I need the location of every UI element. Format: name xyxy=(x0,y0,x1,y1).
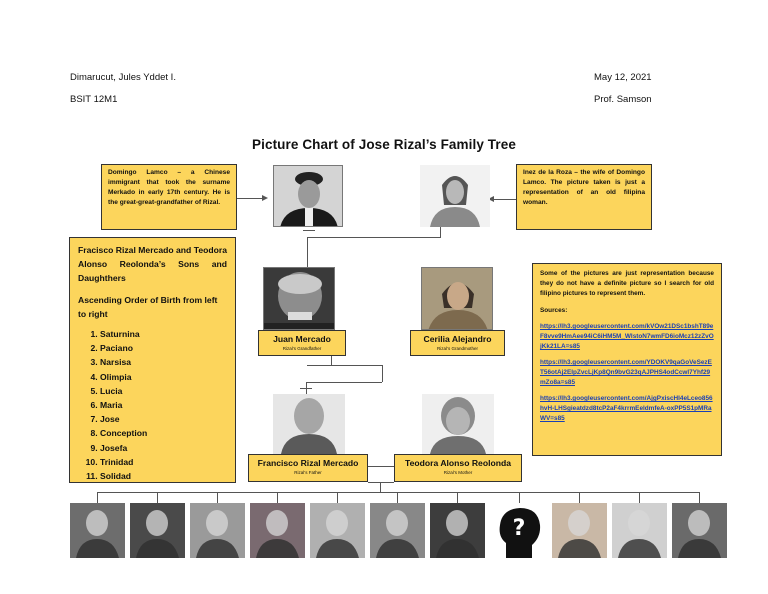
child-name: 7. Jose xyxy=(100,412,227,426)
section: BSIT 12M1 xyxy=(70,94,118,105)
inez-note xyxy=(516,164,652,230)
juan-role: Rizal’s Grandfather xyxy=(282,346,322,351)
author-name: Dimarucut, Jules Yddet I. xyxy=(70,72,176,83)
connector xyxy=(237,198,265,199)
child-name: 10. Trinidad xyxy=(100,455,227,469)
connector xyxy=(277,492,278,503)
teodora-role: Rizal’s Mother xyxy=(443,470,473,475)
connector xyxy=(382,365,383,382)
unknown-person-icon xyxy=(492,503,547,558)
domingo-note-text: Domingo Lamco – a Chinese immigrant that took the surname Merkado in early 17th century. He is the great-great-grandfather of Rizal. xyxy=(108,169,230,206)
connector xyxy=(306,382,382,383)
domingo-note xyxy=(101,164,237,230)
connector xyxy=(307,365,382,366)
francisco-role: Rizal’s Father xyxy=(294,470,322,475)
child-photo-paciano xyxy=(130,503,185,558)
instructor: Prof. Samson xyxy=(594,94,652,105)
connector xyxy=(579,492,580,503)
francisco-name: Francisco Rizal Mercado xyxy=(257,458,359,468)
teodora-photo xyxy=(422,394,494,454)
cerilia-photo xyxy=(421,267,493,330)
connector xyxy=(519,492,520,503)
connector xyxy=(699,492,700,503)
child-photo-maria xyxy=(370,503,425,558)
source-link[interactable]: https://lh3.googleusercontent.com/kVOw21DSc1bshT89eF8vve9HmAee94iC6iHM5M_WIstoN7wmFD6ioMcz12zZvOjKk21LA=s85 xyxy=(540,323,714,350)
child-name: 11. Solidad xyxy=(100,469,227,483)
arrow-right-icon xyxy=(262,195,268,201)
child-photo-conception xyxy=(492,503,547,558)
children-heading: Fracisco Rizal Mercado and Teodora Alonso Reolonda’s Sons and Daughthers xyxy=(78,245,227,283)
connector xyxy=(380,482,381,492)
connector xyxy=(337,492,338,503)
connector xyxy=(307,237,308,267)
domingo-photo xyxy=(273,165,343,227)
connector xyxy=(331,356,332,365)
sources-box xyxy=(532,263,722,456)
inez-note-text: Inez de la Roza – the wife of Domingo Lamco. The picture taken is just a representation of an old filipina woman. xyxy=(523,169,645,206)
teodora-name: Teodora Alonso Reolonda xyxy=(405,458,511,468)
connector xyxy=(217,492,218,503)
child-name: 4. Olimpia xyxy=(100,370,227,384)
child-name: 9. Josefa xyxy=(100,441,227,455)
francisco-label xyxy=(248,454,368,482)
connector xyxy=(440,226,441,238)
connector xyxy=(300,388,312,389)
child-name: 3. Narsisa xyxy=(100,355,227,369)
connector xyxy=(97,492,98,503)
francisco-photo xyxy=(273,394,345,454)
sources-label: Sources: xyxy=(540,307,568,314)
juan-name: Juan Mercado xyxy=(273,334,331,344)
child-photo-lucia xyxy=(310,503,365,558)
child-name: 1. Saturnina xyxy=(100,327,227,341)
juan-photo xyxy=(263,267,335,330)
children-order-label: Ascending Order of Birth from left to right xyxy=(78,295,218,319)
cerilia-role: Rizal’s Grandmother xyxy=(437,346,478,351)
children-bar xyxy=(97,492,699,493)
child-name: 5. Lucia xyxy=(100,384,227,398)
connector xyxy=(368,466,394,467)
source-link[interactable]: https://lh3.googleusercontent.com/YDOKV9qaGoVeSezET56otAj2EIpZvcLjKp8Qn9bvG23qAJPHS4odCcwl7Yhf29mZo8a=s85 xyxy=(540,359,712,386)
connector xyxy=(368,482,394,483)
connector xyxy=(157,492,158,503)
connector xyxy=(307,237,440,238)
children-box xyxy=(69,237,236,483)
connector xyxy=(492,199,516,200)
source-link[interactable]: https://lh3.googleusercontent.com/AjgPxiscHI4eLceo856hvH-LHSgieatdzd8tcP2aF4krrmEeldmfeA-oxPP5S1pMRaWV=s85 xyxy=(540,395,713,422)
cerilia-name: Cerilia Alejandro xyxy=(423,334,492,344)
child-photo-olimpia xyxy=(250,503,305,558)
svg-text:?: ? xyxy=(512,516,526,541)
child-photo-jose xyxy=(430,503,485,558)
page-title: Picture Chart of Jose Rizal’s Family Tree xyxy=(252,137,516,152)
child-name: 2. Paciano xyxy=(100,341,227,355)
child-photo-josefa xyxy=(552,503,607,558)
teodora-label xyxy=(394,454,522,482)
child-photo-narsisa xyxy=(190,503,245,558)
connector xyxy=(639,492,640,503)
child-name: 8. Conception xyxy=(100,426,227,440)
cerilia-label xyxy=(410,330,505,356)
date: May 12, 2021 xyxy=(594,72,652,83)
sources-note: Some of the pictures are just representation because they do not have a definite picture so I search for old filipino pictures to represent them. xyxy=(540,270,714,297)
juan-label xyxy=(258,330,346,356)
connector xyxy=(303,230,315,231)
connector xyxy=(457,492,458,503)
child-photo-saturnina xyxy=(70,503,125,558)
child-name: 6. Maria xyxy=(100,398,227,412)
inez-photo xyxy=(420,165,490,227)
child-photo-solidad xyxy=(672,503,727,558)
children-list xyxy=(78,327,227,483)
child-photo-trinidad xyxy=(612,503,667,558)
connector xyxy=(397,492,398,503)
